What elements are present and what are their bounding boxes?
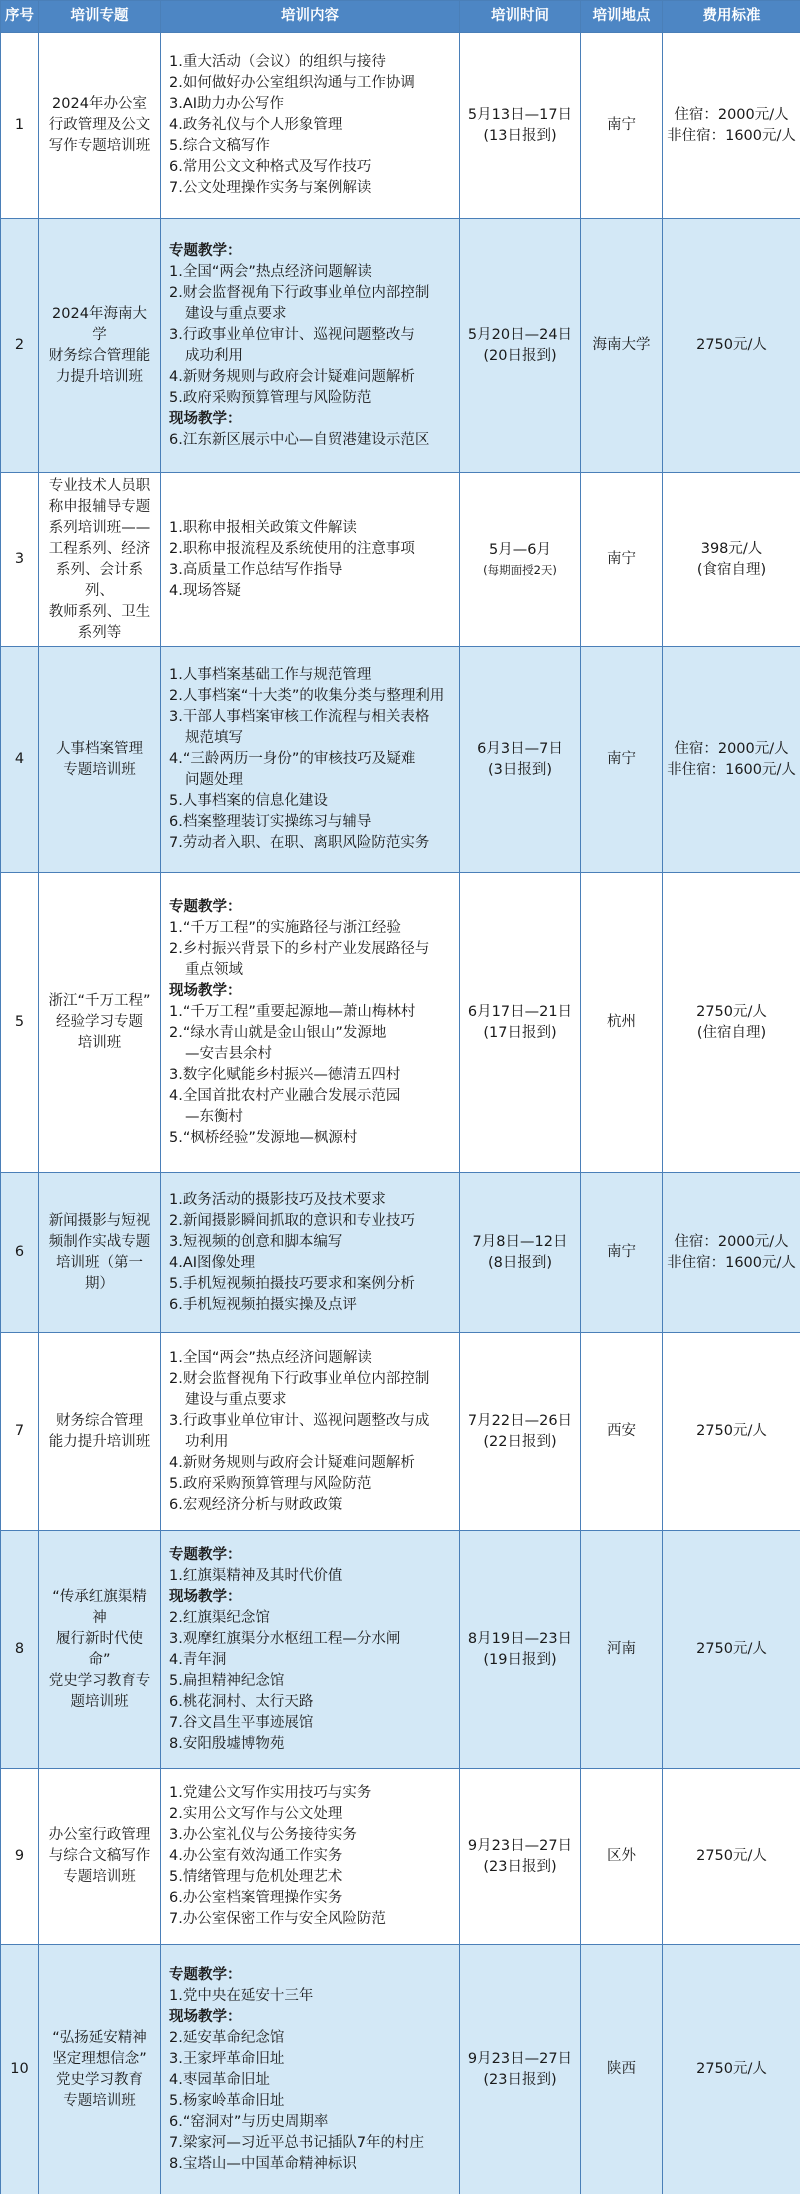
content-item: 1.全国“两会”热点经济问题解读 (169, 263, 372, 280)
fee-line: 非住宿：1600元/人 (667, 127, 796, 144)
header-content: 培训内容 (161, 1, 460, 33)
content-item: 成功利用 (185, 347, 243, 364)
fee-line: 住宿：2000元/人 (674, 740, 789, 757)
table-row (1, 873, 800, 1173)
training-time-line: 9月23日—27日 (467, 2050, 573, 2067)
content-item: 5.情绪管理与危机处理艺术 (169, 1869, 343, 1885)
content-section-heading: 专题教学： (169, 1966, 242, 1983)
training-place: 陕西 (581, 1945, 663, 2194)
course-title-line: 与综合文稿写作 (48, 1848, 151, 1864)
content-item: 1.“千万工程”重要起源地—萧山梅林村 (169, 1003, 416, 1020)
table-row (1, 473, 800, 647)
course-title-line: 培训班 (77, 1035, 122, 1051)
content-item: 5.扁担精神纪念馆 (169, 1672, 285, 1689)
fee-standard (663, 1333, 800, 1531)
fee-line: 非住宿：1600元/人 (667, 761, 796, 778)
content-item: 8.安阳殷墟博物苑 (169, 1735, 285, 1752)
course-content (161, 1945, 460, 2194)
content-item: 3.AI助力办公写作 (169, 96, 285, 112)
content-item: 1.红旗渠精神及其时代价值 (169, 1567, 343, 1584)
content-item: 1.职称申报相关政策文件解读 (169, 519, 357, 536)
course-title (39, 33, 161, 219)
header-fee: 费用标准 (663, 1, 800, 33)
fee-line: (住宿自理) (696, 1024, 767, 1041)
content-section-heading: 专题教学： (169, 898, 242, 915)
table-row (1, 33, 800, 219)
fee-line: 2750元/人 (696, 337, 767, 353)
row-number: 5 (1, 873, 39, 1173)
fee-line: 住宿：2000元/人 (674, 1233, 789, 1250)
course-title-line: 专题培训班 (63, 1869, 136, 1885)
training-time-line: 7月22日—26日 (467, 1412, 573, 1429)
table-row (1, 1769, 800, 1945)
content-item: 功利用 (185, 1433, 229, 1450)
content-item: 5.综合文稿写作 (169, 138, 270, 154)
row-number: 4 (1, 647, 39, 873)
fee-line: 2750元/人 (696, 1848, 767, 1864)
course-content (161, 1531, 460, 1769)
content-item: 4.枣园革命旧址 (169, 2071, 270, 2088)
content-item: 6.办公室档案管理操作实务 (169, 1890, 343, 1906)
training-time-line: 6月3日—7日 (477, 740, 563, 757)
header-time: 培训时间 (460, 1, 581, 33)
content-item: 3.王家坪革命旧址 (169, 2050, 285, 2067)
training-time (460, 873, 581, 1173)
content-item: 1.政务活动的摄影技巧及技术要求 (169, 1191, 386, 1208)
row-number: 6 (1, 1173, 39, 1333)
course-title-line: 培训班（第一期） (56, 1254, 143, 1292)
course-content (161, 647, 460, 873)
course-title-line: 写作专题培训班 (48, 138, 151, 154)
course-title-line: 财务综合管理能 (48, 347, 151, 364)
training-time (460, 1333, 581, 1531)
content-item: 2.如何做好办公室组织沟通与工作协调 (169, 75, 415, 91)
training-time-line: (19日报到) (483, 1651, 557, 1668)
course-title-line: 工程系列、经济 (48, 540, 151, 557)
course-content (161, 33, 460, 219)
content-item: 2.人事档案“十大类”的收集分类与整理利用 (169, 688, 445, 704)
content-item: 1.“千万工程”的实施路径与浙江经验 (169, 919, 401, 936)
course-title (39, 1333, 161, 1531)
training-time-line: 6月17日—21日 (467, 1003, 573, 1020)
course-title-line: 浙江“千万工程” (48, 993, 151, 1009)
training-time-line: (22日报到) (483, 1433, 557, 1450)
course-title-line: “弘扬延安精神 (52, 2029, 147, 2046)
fee-standard (663, 473, 800, 647)
content-item: 4.青年洞 (169, 1651, 227, 1668)
row-number: 8 (1, 1531, 39, 1769)
row-number: 9 (1, 1769, 39, 1945)
training-time-line: 5月20日—24日 (467, 326, 573, 343)
content-item: 7.办公室保密工作与安全风险防范 (169, 1911, 386, 1927)
row-number: 2 (1, 219, 39, 473)
course-title (39, 1531, 161, 1769)
row-number: 10 (1, 1945, 39, 2194)
content-item: 4.全国首批农村产业融合发展示范园 (169, 1087, 401, 1104)
content-item: 4.新财务规则与政府会计疑难问题解析 (169, 368, 415, 385)
content-item: 2.财会监督视角下行政事业单位内部控制 (169, 1370, 430, 1387)
course-title-line: 2024年海南大学 (52, 305, 147, 343)
course-content (161, 1333, 460, 1531)
course-title-line: 专题培训班 (63, 761, 136, 778)
fee-standard (663, 1945, 800, 2194)
fee-line: 非住宿：1600元/人 (667, 1254, 796, 1271)
training-place: 海南大学 (581, 219, 663, 473)
content-item: 1.人事档案基础工作与规范管理 (169, 667, 372, 683)
content-item: 5.杨家岭革命旧址 (169, 2092, 285, 2109)
training-place: 南宁 (581, 647, 663, 873)
content-item: 4.政务礼仪与个人形象管理 (169, 117, 343, 133)
content-item: 重点领域 (185, 961, 243, 978)
course-title-line: 专题培训班 (63, 2092, 136, 2109)
training-place: 区外 (581, 1769, 663, 1945)
training-time-line: (3日报到) (487, 761, 553, 778)
course-title (39, 1945, 161, 2194)
course-title-line: 行政管理及公文 (48, 117, 151, 133)
course-title-line: 经验学习专题 (56, 1014, 143, 1030)
fee-standard (663, 1769, 800, 1945)
content-item: 6.手机短视频拍摄实操及点评 (169, 1296, 357, 1313)
content-item: 3.高质量工作总结写作指导 (169, 561, 343, 578)
content-item: 8.宝塔山—中国革命精神标识 (169, 2155, 357, 2172)
content-item: 6.档案整理装订实操练习与辅导 (169, 814, 372, 830)
training-time (460, 33, 581, 219)
training-time (460, 1531, 581, 1769)
table-row (1, 1333, 800, 1531)
content-item: 4.新财务规则与政府会计疑难问题解析 (169, 1454, 415, 1471)
training-time (460, 1945, 581, 2194)
content-item: 建设与重点要求 (185, 1391, 287, 1408)
course-title-line: 2024年办公室 (52, 96, 147, 112)
row-number: 1 (1, 33, 39, 219)
course-title-line: 坚定理想信念” (52, 2050, 147, 2067)
content-item: 3.行政事业单位审计、巡视问题整改与 (169, 326, 415, 343)
course-content (161, 1173, 460, 1333)
content-item: 4.现场答疑 (169, 582, 241, 599)
row-number: 3 (1, 473, 39, 647)
fee-line: (食宿自理) (696, 561, 767, 578)
course-title-line: 党史学习教育 (56, 2071, 143, 2088)
training-time-line: 5月13日—17日 (467, 106, 573, 123)
content-item: 3.短视频的创意和脚本编写 (169, 1233, 343, 1250)
content-item: 建设与重点要求 (185, 305, 287, 322)
content-section-heading: 现场教学： (169, 410, 242, 427)
header-place: 培训地点 (581, 1, 663, 33)
training-time-line: 9月23日—27日 (467, 1837, 573, 1854)
course-title-line: 系列培训班—— (48, 519, 151, 536)
content-item: 2.“绿水青山就是金山银山”发源地 (169, 1024, 387, 1041)
content-item: 3.干部人事档案审核工作流程与相关表格 (169, 709, 430, 725)
content-item: 1.重大活动（会议）的组织与接待 (169, 54, 386, 70)
fee-standard (663, 33, 800, 219)
course-title-line: 财务综合管理 (56, 1412, 143, 1429)
table-body (1, 33, 800, 2194)
course-title-line: 系列、会计系列、 (56, 561, 143, 599)
fee-standard (663, 647, 800, 873)
training-time (460, 219, 581, 473)
content-item: 2.乡村振兴背景下的乡村产业发展路径与 (169, 940, 430, 957)
fee-standard (663, 1531, 800, 1769)
content-item: 2.延安革命纪念馆 (169, 2029, 285, 2046)
training-time-line: (每期面授2天) (483, 563, 557, 577)
content-item: 4.“三龄两历一身份”的审核技巧及疑难 (169, 751, 416, 767)
content-item: 问题处理 (185, 772, 243, 788)
course-title-line: 人事档案管理 (56, 740, 143, 757)
training-place: 南宁 (581, 1173, 663, 1333)
content-item: 5.手机短视频拍摄技巧要求和案例分析 (169, 1275, 415, 1292)
content-section-heading: 现场教学： (169, 1588, 242, 1605)
course-title-line: “传承红旗渠精神 (52, 1588, 147, 1626)
content-item: 7.劳动者入职、在职、离职风险防范实务 (169, 835, 430, 851)
training-time-line: (8日报到) (487, 1254, 553, 1271)
content-item: 6.常用公文文种格式及写作技巧 (169, 159, 372, 175)
table-header (1, 1, 800, 33)
training-place: 杭州 (581, 873, 663, 1173)
training-time-line: (13日报到) (483, 127, 557, 144)
content-item: 5.人事档案的信息化建设 (169, 793, 328, 809)
training-time-line: 5月—6月 (489, 542, 551, 558)
training-time (460, 1173, 581, 1333)
course-title-line: 履行新时代使命” (56, 1630, 143, 1668)
training-place: 河南 (581, 1531, 663, 1769)
course-content (161, 473, 460, 647)
training-place: 南宁 (581, 473, 663, 647)
content-item: 2.红旗渠纪念馆 (169, 1609, 270, 1626)
course-title-line: 频制作实战专题 (48, 1233, 151, 1250)
fee-standard (663, 873, 800, 1173)
content-item: 2.财会监督视角下行政事业单位内部控制 (169, 284, 430, 301)
table-row (1, 1945, 800, 2194)
course-title-line: 新闻摄影与短视 (48, 1212, 151, 1229)
header-title: 培训专题 (39, 1, 161, 33)
content-item: 1.党建公文写作实用技巧与实务 (169, 1785, 372, 1801)
course-title (39, 473, 161, 647)
course-title (39, 219, 161, 473)
content-item: 4.办公室有效沟通工作实务 (169, 1848, 343, 1864)
table-row (1, 647, 800, 873)
fee-standard (663, 1173, 800, 1333)
training-time-line: 8月19日—23日 (467, 1630, 573, 1647)
table-row (1, 219, 800, 473)
content-item: 5.政府采购预算管理与风险防范 (169, 1475, 372, 1492)
table-row (1, 1173, 800, 1333)
content-item: 3.办公室礼仪与公务接待实务 (169, 1827, 357, 1843)
content-item: 5.政府采购预算管理与风险防范 (169, 389, 372, 406)
course-title-line: 党史学习教育专 (48, 1672, 151, 1689)
content-item: 7.公文处理操作实务与案例解读 (169, 180, 372, 196)
content-section-heading: 现场教学： (169, 2008, 242, 2025)
content-item: 6.宏观经济分析与财政政策 (169, 1496, 343, 1513)
content-item: 4.AI图像处理 (169, 1254, 256, 1271)
content-section-heading: 专题教学： (169, 1546, 242, 1563)
training-place: 西安 (581, 1333, 663, 1531)
row-number: 7 (1, 1333, 39, 1531)
training-time (460, 1769, 581, 1945)
content-item: 2.职称申报流程及系统使用的注意事项 (169, 540, 415, 557)
course-title (39, 1173, 161, 1333)
training-time (460, 473, 581, 647)
content-item: 规范填写 (185, 730, 243, 746)
fee-standard (663, 219, 800, 473)
content-item: 3.行政事业单位审计、巡视问题整改与成 (169, 1412, 430, 1429)
content-item: 1.党中央在延安十三年 (169, 1987, 314, 2004)
training-time-line: 7月8日—12日 (472, 1233, 568, 1250)
content-item: 3.观摩红旗渠分水枢纽工程—分水闸 (169, 1630, 401, 1647)
training-place: 南宁 (581, 33, 663, 219)
header-row (1, 1, 800, 33)
course-title (39, 873, 161, 1173)
fee-line: 2750元/人 (696, 1423, 767, 1439)
content-item: 5.“枫桥经验”发源地—枫源村 (169, 1129, 358, 1146)
content-item: —东衡村 (185, 1108, 243, 1125)
course-title-line: 专业技术人员职 (48, 477, 151, 494)
content-item: 2.新闻摄影瞬间抓取的意识和专业技巧 (169, 1212, 415, 1229)
content-section-heading: 专题教学： (169, 242, 242, 259)
header-no: 序号 (1, 1, 39, 33)
content-item: 7.梁家河—习近平总书记插队7年的村庄 (169, 2134, 425, 2151)
course-title-line: 系列等 (77, 624, 122, 641)
course-content (161, 1769, 460, 1945)
training-time-line: (23日报到) (483, 2071, 557, 2088)
training-time-line: (17日报到) (483, 1024, 557, 1041)
course-title (39, 1769, 161, 1945)
course-title-line: 能力提升培训班 (48, 1433, 151, 1450)
course-title-line: 称申报辅导专题 (48, 498, 151, 515)
training-time (460, 647, 581, 873)
training-time-line: (20日报到) (483, 347, 557, 364)
course-content (161, 219, 460, 473)
course-title-line: 办公室行政管理 (48, 1827, 151, 1843)
course-title-line: 教师系列、卫生 (48, 603, 151, 620)
fee-line: 2750元/人 (696, 1641, 767, 1657)
content-item: 3.数字化赋能乡村振兴—德清五四村 (169, 1066, 401, 1083)
fee-line: 2750元/人 (696, 1003, 767, 1020)
content-item: —安吉县余村 (185, 1045, 272, 1062)
content-item: 6.“窑洞对”与历史周期率 (169, 2113, 329, 2130)
fee-line: 住宿：2000元/人 (674, 106, 789, 123)
content-item: 2.实用公文写作与公文处理 (169, 1806, 343, 1822)
fee-line: 398元/人 (700, 540, 763, 557)
content-section-heading: 现场教学： (169, 982, 242, 999)
course-title-line: 力提升培训班 (56, 368, 143, 385)
content-item: 7.谷文昌生平事迹展馆 (169, 1714, 314, 1731)
content-item: 6.桃花洞村、太行天路 (169, 1693, 314, 1710)
fee-line: 2750元/人 (696, 2061, 767, 2077)
content-item: 6.江东新区展示中心—自贸港建设示范区 (169, 431, 430, 448)
table-row (1, 1531, 800, 1769)
content-item: 1.全国“两会”热点经济问题解读 (169, 1349, 372, 1366)
course-title-line: 题培训班 (70, 1693, 129, 1710)
training-time-line: (23日报到) (483, 1858, 557, 1875)
course-content (161, 873, 460, 1173)
course-title (39, 647, 161, 873)
